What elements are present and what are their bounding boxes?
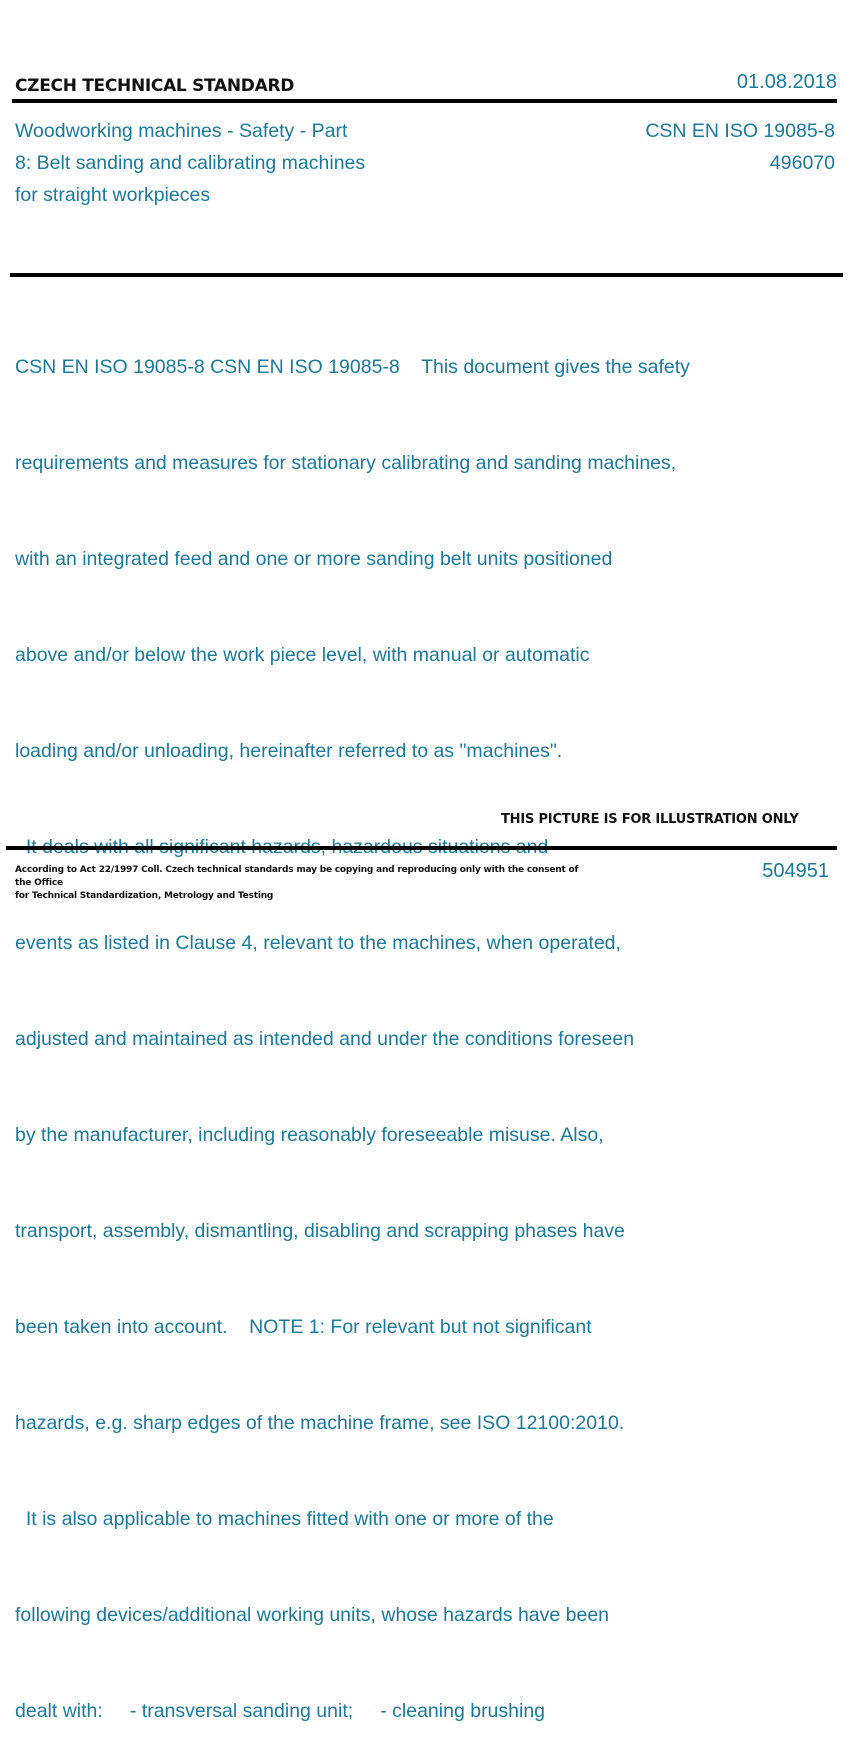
abstract-line: CSN EN ISO 19085-8 CSN EN ISO 19085-8 This document gives the safety xyxy=(15,356,690,378)
abstract-line: with an integrated feed and one or more sanding belt units positioned xyxy=(15,548,613,570)
title-rule xyxy=(10,273,843,277)
abstract-line: by the manufacturer, including reasonably foreseeable misuse. Also, xyxy=(15,1124,604,1146)
standard-code: CSN EN ISO 19085-8 xyxy=(645,120,835,142)
abstract-line: requirements and measures for stationary calibrating and sanding machines, xyxy=(15,452,677,474)
standard-codes xyxy=(645,115,835,179)
abstract-line: transport, assembly, dismantling, disabling and scrapping phases have xyxy=(15,1220,625,1242)
abstract-line: It is also applicable to machines fitted with one or more of the xyxy=(15,1508,554,1530)
class-number: 496070 xyxy=(769,152,835,174)
illustration-note: THIS PICTURE IS FOR ILLUSTRATION ONLY xyxy=(501,812,799,827)
title-line: for straight workpieces xyxy=(15,184,211,206)
legal-notice xyxy=(15,864,585,903)
abstract-text xyxy=(15,287,775,1759)
title-line: Woodworking machines - Safety - Part xyxy=(15,120,348,142)
document-number: 504951 xyxy=(762,860,829,882)
abstract-line: adjusted and maintained as intended and under the conditions foreseen xyxy=(15,1028,635,1050)
publication-date: 01.08.2018 xyxy=(736,71,837,93)
abstract-line: events as listed in Clause 4, relevant to the machines, when operated, xyxy=(15,932,621,954)
abstract-line: above and/or below the work piece level, with manual or automatic xyxy=(15,644,590,666)
abstract-line: hazards, e.g. sharp edges of the machine frame, see ISO 12100:2010. xyxy=(15,1412,625,1434)
title-line: 8: Belt sanding and calibrating machines xyxy=(15,152,366,174)
abstract-line: loading and/or unloading, hereinafter referred to as "machines". xyxy=(15,740,563,762)
document-type-label: CZECH TECHNICAL STANDARD xyxy=(15,76,295,96)
footer-rule xyxy=(6,846,837,850)
abstract-line: following devices/additional working units, whose hazards have been xyxy=(15,1604,610,1626)
legal-line: for Technical Standardization, Metrology and Testing xyxy=(15,891,274,901)
header-rule xyxy=(12,99,837,103)
abstract-line: been taken into account. NOTE 1: For relevant but not significant xyxy=(15,1316,592,1338)
standard-title xyxy=(15,115,415,211)
abstract-line: dealt with: - transversal sanding unit; - cleaning brushing xyxy=(15,1700,546,1722)
legal-line: According to Act 22/1997 Coll. Czech technical standards may be copying and reproducing only with the consent of the Office xyxy=(15,865,579,888)
